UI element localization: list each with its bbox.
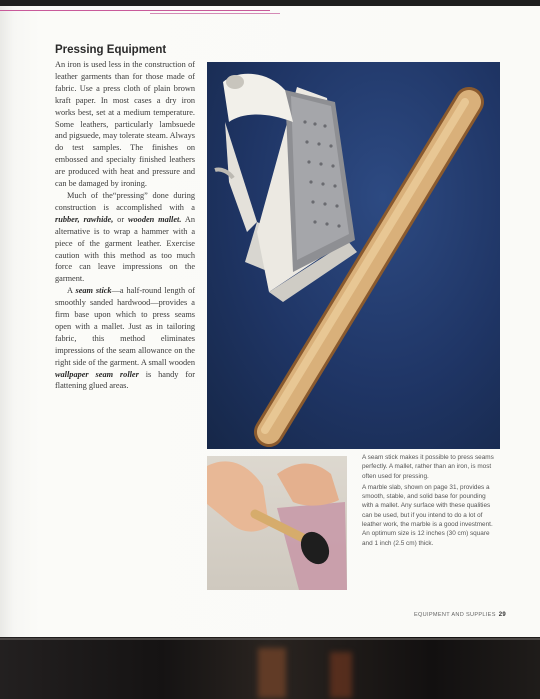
background-object xyxy=(330,652,352,698)
paragraph-mallet xyxy=(55,190,195,285)
caption-paragraph-1: A seam stick makes it possible to press seams perfectly. A mallet, rather than an iron, is most often used for pressing. xyxy=(362,454,494,480)
paragraph-seam-stick xyxy=(55,285,195,392)
text: —a half-round length of smoothly sanded hardwood—provides a firm base upon which to press seams open with a mallet. Just as in tailoring fabric, this method eliminates impressions of the seam allowance on the right side of the garment. A small wooden xyxy=(55,286,195,367)
italic-term: wooden mallet. xyxy=(127,214,182,224)
photo-caption xyxy=(362,453,494,550)
text: is handy for flattening glued areas. xyxy=(55,369,195,391)
text: or xyxy=(113,214,128,224)
page-edge xyxy=(0,638,540,640)
italic-term: seam stick xyxy=(75,286,112,296)
photo-illustration-small xyxy=(207,456,347,590)
italic-term: rubber, rawhide, xyxy=(55,214,114,224)
hands-with-mallet-photo xyxy=(207,456,347,590)
page-footer xyxy=(414,612,506,618)
text: Much of the“pressing” done during construction is accomplished with a xyxy=(55,190,195,212)
text: A xyxy=(67,286,76,296)
section-heading: Pressing Equipment xyxy=(55,44,167,56)
text: An alternative is to wrap a hammer with a piece of the garment leather. Exercise caution with this method as too much force can leave impressions on the garment. xyxy=(55,214,195,284)
accent-rule-secondary xyxy=(150,13,280,14)
iron xyxy=(215,74,357,302)
iron-and-seam-stick-photo xyxy=(207,62,500,449)
background-object xyxy=(258,648,286,698)
top-rule xyxy=(0,0,540,6)
page-number: 29 xyxy=(498,612,507,618)
paragraph-iron: An iron is used less in the construction of leather garments than for those made of fabric. Use a press cloth of plain brown kraft paper. In most cases a dry iron works best, set at a medium temperature. Some leathers, particularly lambsuede and pigsuede, may tolerate steam. Always do test samples. The finishes on embossed and specialty finished leathers are produced with heat and pressure and can be damaged by ironing. xyxy=(55,60,195,189)
caption-paragraph-2: A marble slab, shown on page 31, provides a smooth, stable, and solid base for pounding with a mallet. Any surface with these qualities can be used, but if you intend to do a lot of leather work, the marble is a good investment. An optimum size is 12 inches (30 cm) square and 1 inch (2.5 cm) thick. xyxy=(362,483,493,547)
italic-term: wallpaper seam roller xyxy=(55,369,139,379)
photo-illustration xyxy=(207,62,500,449)
body-text xyxy=(55,59,195,392)
right-hand xyxy=(277,463,339,505)
accent-rule xyxy=(0,10,270,11)
running-footer-section: EQUIPMENT AND SUPPLIES xyxy=(414,612,496,618)
